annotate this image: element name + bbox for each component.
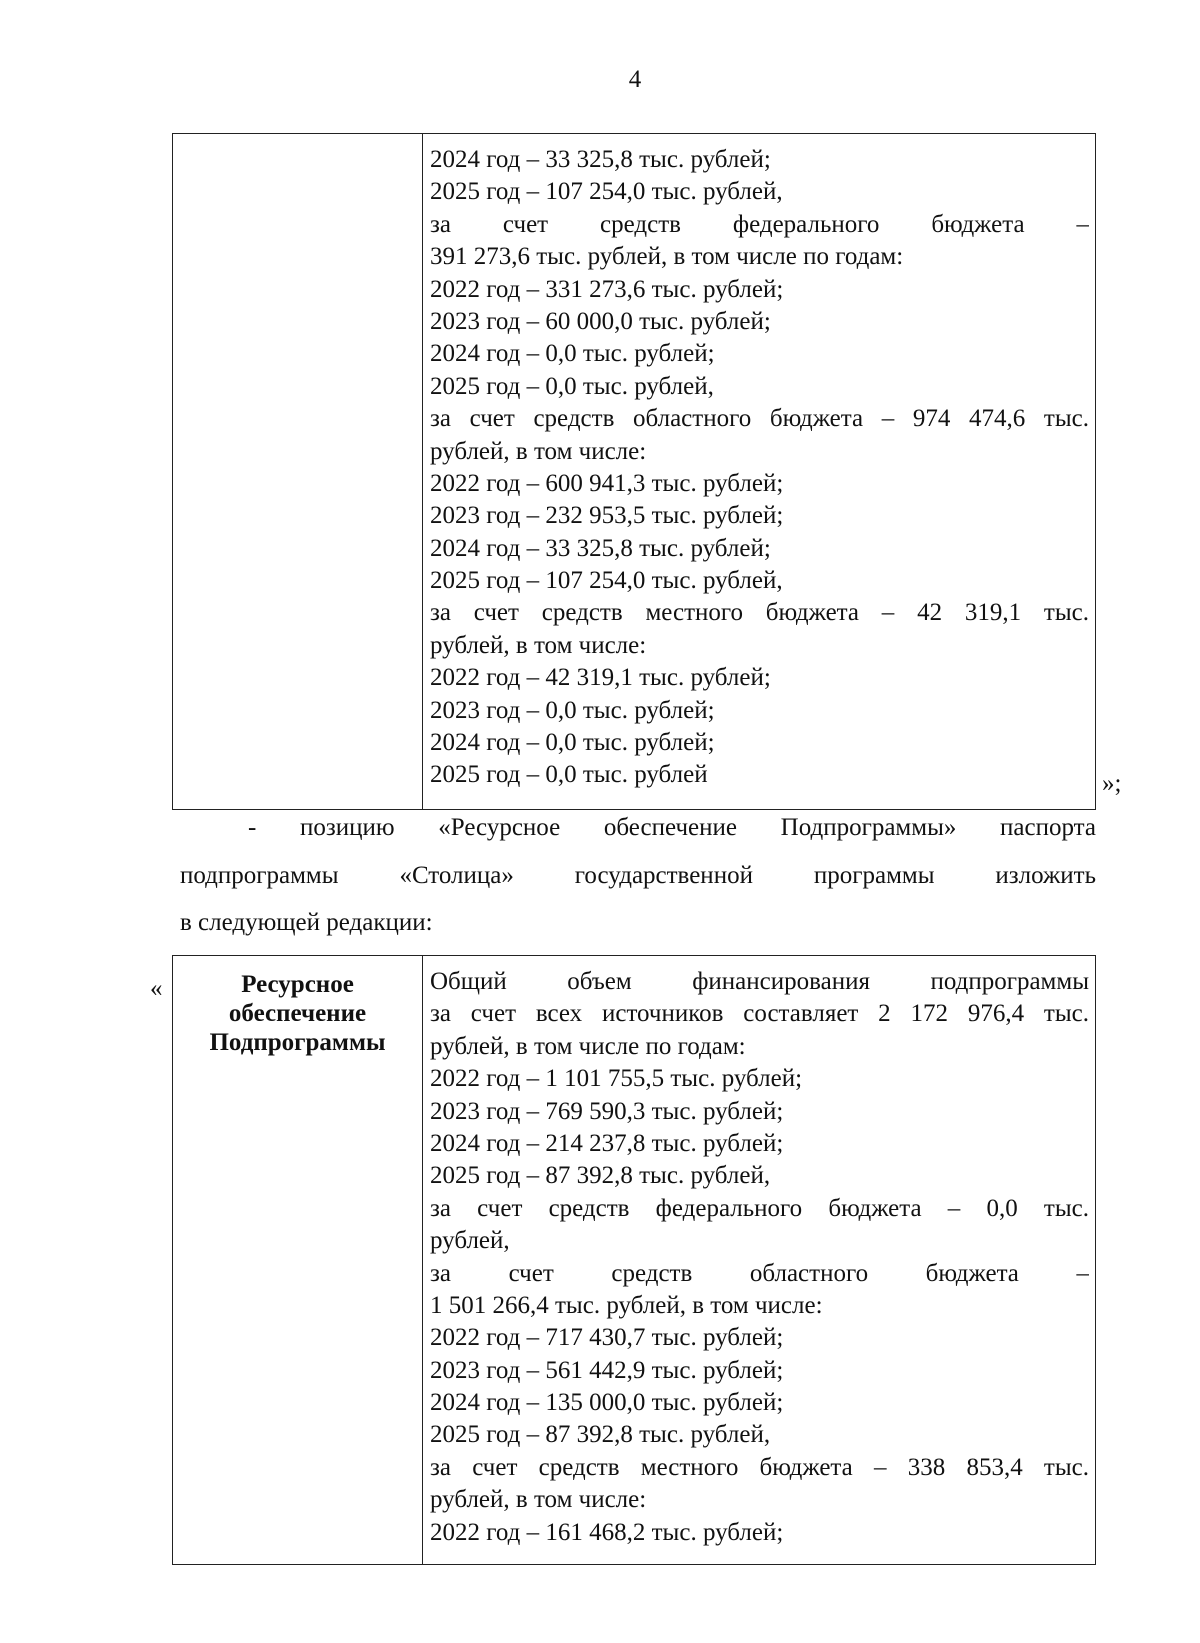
heading-line: Ресурсное <box>241 971 354 998</box>
table-line: 2025 год – 0,0 тыс. рублей <box>430 761 708 789</box>
table-line: 2023 год – 0,0 тыс. рублей; <box>430 696 715 724</box>
table-line: 2025 год – 87 392,8 тыс. рублей, <box>430 1421 771 1449</box>
table-line: 2024 год – 135 000,0 тыс. рублей; <box>430 1389 784 1417</box>
table-line: 2023 год – 60 000,0 тыс. рублей; <box>430 307 771 335</box>
table-value-cell <box>423 134 1095 809</box>
table-line: за счет средств местного бюджета – 42 319,1 тыс. <box>430 599 1089 627</box>
table-line: 2022 год – 1 101 755,5 тыс. рублей; <box>430 1065 803 1093</box>
table-line: 2025 год – 107 254,0 тыс. рублей, <box>430 178 783 206</box>
table-line: 1 501 266,4 тыс. рублей, в том числе: <box>430 1291 823 1319</box>
table-line: за счет средств федерального бюджета – 0,0 тыс. <box>430 1194 1089 1222</box>
table-line: 2024 год – 214 237,8 тыс. рублей; <box>430 1129 784 1157</box>
table-line: рублей, в том числе: <box>430 437 647 465</box>
paragraph-line: - позицию «Ресурсное обеспечение Подпрограммы» паспорта <box>248 814 1096 841</box>
table-line: за счет средств федерального бюджета – <box>430 210 1089 238</box>
table-line: за счет средств местного бюджета – 338 853,4 тыс. <box>430 1453 1089 1481</box>
table-line: 391 273,6 тыс. рублей, в том числе по годам: <box>430 243 904 271</box>
opening-quote: « <box>150 975 163 1002</box>
table-line: Общий объем финансирования подпрограммы <box>430 968 1089 995</box>
table-line: 2024 год – 0,0 тыс. рублей; <box>430 340 715 368</box>
table-line: рублей, в том числе: <box>430 631 647 659</box>
paragraph-line: подпрограммы «Столица» государственной программы изложить <box>180 862 1096 889</box>
table-line: 2024 год – 33 325,8 тыс. рублей; <box>430 534 771 562</box>
page-number: 4 <box>628 66 642 93</box>
heading-line: Подпрограммы <box>209 1029 386 1056</box>
table-line: 2022 год – 331 273,6 тыс. рублей; <box>430 275 784 303</box>
table-label-cell <box>173 956 423 1564</box>
table-line: за счет средств областного бюджета – <box>430 1259 1089 1287</box>
table-line: 2025 год – 107 254,0 тыс. рублей, <box>430 567 783 595</box>
funding-table-new <box>172 955 1096 1565</box>
table-line: 2022 год – 161 468,2 тыс. рублей; <box>430 1518 784 1546</box>
table-line: 2022 год – 600 941,3 тыс. рублей; <box>430 469 784 497</box>
table-line: 2024 год – 33 325,8 тыс. рублей; <box>430 146 771 173</box>
table-line: за счет всех источников составляет 2 172 976,4 тыс. <box>430 1000 1089 1028</box>
table-line: 2022 год – 42 319,1 тыс. рублей; <box>430 664 771 692</box>
table-label-cell-empty <box>173 134 423 809</box>
funding-table-continuation <box>172 133 1096 810</box>
closing-quote: »; <box>1102 770 1122 797</box>
table-line: 2023 год – 561 442,9 тыс. рублей; <box>430 1356 784 1384</box>
table-line: рублей, <box>430 1227 510 1255</box>
table-line: 2023 год – 232 953,5 тыс. рублей; <box>430 502 784 530</box>
table-line: рублей, в том числе по годам: <box>430 1032 746 1060</box>
table-line: 2025 год – 87 392,8 тыс. рублей, <box>430 1162 771 1190</box>
table-line: 2025 год – 0,0 тыс. рублей, <box>430 372 714 400</box>
table-line: рублей, в том числе: <box>430 1486 647 1514</box>
table-line: 2023 год – 769 590,3 тыс. рублей; <box>430 1097 784 1125</box>
table-line: за счет средств областного бюджета – 974 474,6 тыс. <box>430 405 1089 433</box>
table-line: 2022 год – 717 430,7 тыс. рублей; <box>430 1324 784 1352</box>
table-line: 2024 год – 0,0 тыс. рублей; <box>430 729 715 757</box>
paragraph-line: в следующей редакции: <box>180 909 433 936</box>
heading-line: обеспечение <box>228 1000 367 1027</box>
table-value-cell <box>423 956 1095 1564</box>
